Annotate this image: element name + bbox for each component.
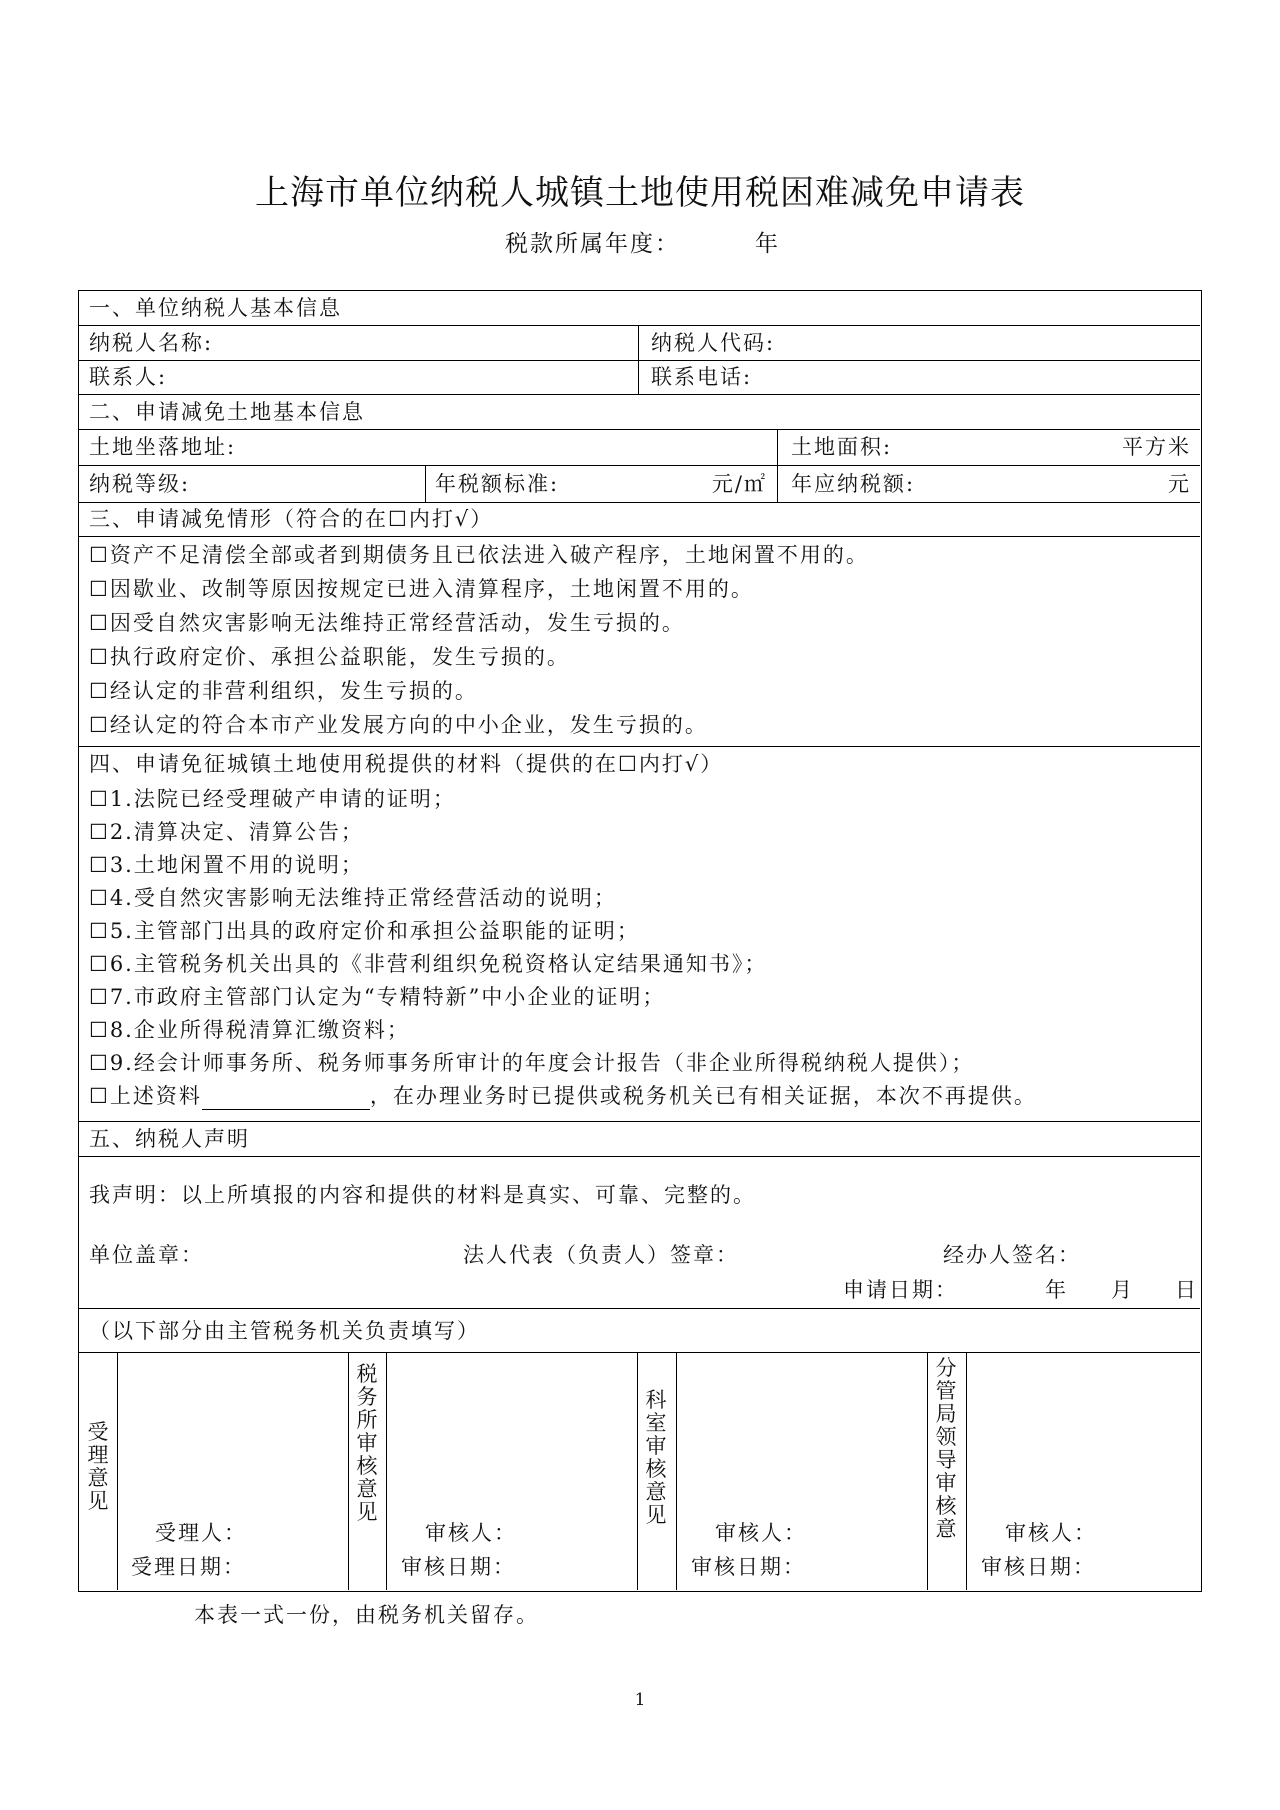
date-year: 年 <box>1045 1278 1068 1302</box>
land-address-label: 土地坐落地址: <box>89 435 237 459</box>
tax-rate-label: 年税额标准: <box>435 472 560 496</box>
page-number: 1 <box>634 1690 646 1710</box>
material-option[interactable]: ☐8.企业所得税清算汇缴资料； <box>89 1018 410 1042</box>
material-option[interactable]: ☐4.受自然灾害影响无法维持正常经营活动的说明； <box>89 886 617 910</box>
date-month: 月 <box>1111 1278 1134 1302</box>
page-title: 上海市单位纳税人城镇土地使用税困难减免申请表 <box>255 173 1025 213</box>
tax-grade-label: 纳税等级: <box>89 472 191 496</box>
section2-heading: 二、申请减免土地基本信息 <box>89 400 365 424</box>
material-option-provided[interactable] <box>89 1082 1037 1110</box>
reduction-option[interactable]: ☐因受自然灾害影响无法维持正常经营活动，发生亏损的。 <box>89 611 685 635</box>
material-option[interactable]: ☐3.土地闲置不用的说明； <box>89 853 364 877</box>
material-option[interactable]: ☐1.法院已经受理破产申请的证明； <box>89 787 456 811</box>
land-area-label: 土地面积: <box>791 435 893 459</box>
station-review-date-label: 审核日期： <box>401 1555 516 1579</box>
unit-seal-label: 单位盖章： <box>89 1243 204 1267</box>
section-reviewer-label: 审核人： <box>715 1521 807 1545</box>
reduction-option[interactable]: ☐执行政府定价、承担公益职能，发生亏损的。 <box>89 645 570 669</box>
material-option[interactable]: ☐7.市政府主管部门认定为“专精特新”中小企业的证明； <box>89 985 666 1009</box>
reduction-option[interactable]: ☐经认定的符合本市产业发展方向的中小企业，发生亏损的。 <box>89 713 708 737</box>
leader-reviewer-label: 审核人： <box>1005 1521 1097 1545</box>
material-option[interactable]: ☐6.主管税务机关出具的《非营利组织免税资格认定结果通知书》； <box>89 952 768 976</box>
acceptance-date-label: 受理日期： <box>131 1555 246 1579</box>
section5-heading: 五、纳税人声明 <box>89 1127 250 1151</box>
annual-tax-label: 年应纳税额: <box>791 472 916 496</box>
material-option[interactable]: ☐5.主管部门出具的政府定价和承担公益职能的证明； <box>89 919 640 943</box>
tax-year-suffix: 年 <box>755 231 778 257</box>
acceptance-opinion-title: 受理意见 <box>87 1420 109 1513</box>
materials-blank-line[interactable] <box>202 1087 370 1110</box>
land-area-unit: 平方米 <box>1122 435 1191 459</box>
legal-rep-label: 法人代表（负责人）签章： <box>463 1243 739 1267</box>
section1-heading: 一、单位纳税人基本信息 <box>89 296 342 320</box>
taxpayer-name-label: 纳税人名称: <box>89 331 214 355</box>
contact-label: 联系人: <box>89 365 168 389</box>
application-date-label: 申请日期： <box>843 1278 958 1302</box>
handler-label: 经办人签名： <box>943 1243 1081 1267</box>
material-option[interactable]: ☐9.经会计师事务所、税务师事务所审计的年度会计报告（非企业所得税纳税人提供）； <box>89 1051 975 1075</box>
reduction-option[interactable]: ☐经认定的非营利组织，发生亏损的。 <box>89 679 478 703</box>
application-form <box>78 290 1202 1592</box>
date-day: 日 <box>1175 1278 1198 1302</box>
tax-year-label: 税款所属年度： <box>505 231 680 257</box>
tax-rate-unit: 元/㎡ <box>711 472 767 496</box>
acceptor-label: 受理人： <box>155 1521 247 1545</box>
section-review-date-label: 审核日期： <box>691 1555 806 1579</box>
section4-heading: 四、申请免征城镇土地使用税提供的材料（提供的在☐内打√） <box>89 752 724 776</box>
station-reviewer-label: 审核人： <box>425 1521 517 1545</box>
section3-heading: 三、申请减免情形（符合的在☐内打√） <box>89 507 494 531</box>
section-review-title: 科室审核意见 <box>645 1388 667 1527</box>
reduction-option[interactable]: ☐因歇业、改制等原因按规定已进入清算程序，土地闲置不用的。 <box>89 577 754 601</box>
material-provided-prefix: ☐上述资料 <box>89 1084 202 1108</box>
bureau-leader-review-title: 分管局领导审核意 <box>935 1356 957 1541</box>
annual-tax-unit: 元 <box>1168 472 1191 496</box>
tax-station-review-title: 税务所审核意见 <box>356 1362 378 1524</box>
footer-note: 本表一式一份，由税务机关留存。 <box>194 1603 539 1627</box>
reduction-option[interactable]: ☐资产不足清偿全部或者到期债务且已依法进入破产程序，土地闲置不用的。 <box>89 543 869 567</box>
material-option[interactable]: ☐2.清算决定、清算公告； <box>89 820 364 844</box>
declaration-text: 我声明：以上所填报的内容和提供的材料是真实、可靠、完整的。 <box>89 1183 756 1207</box>
phone-label: 联系电话: <box>651 365 753 389</box>
tax-office-heading: （以下部分由主管税务机关负责填写） <box>89 1319 480 1343</box>
material-provided-suffix: ，在办理业务时已提供或税务机关已有相关证据，本次不再提供。 <box>369 1084 1037 1108</box>
leader-review-date-label: 审核日期： <box>981 1555 1096 1579</box>
taxpayer-code-label: 纳税人代码: <box>651 331 776 355</box>
